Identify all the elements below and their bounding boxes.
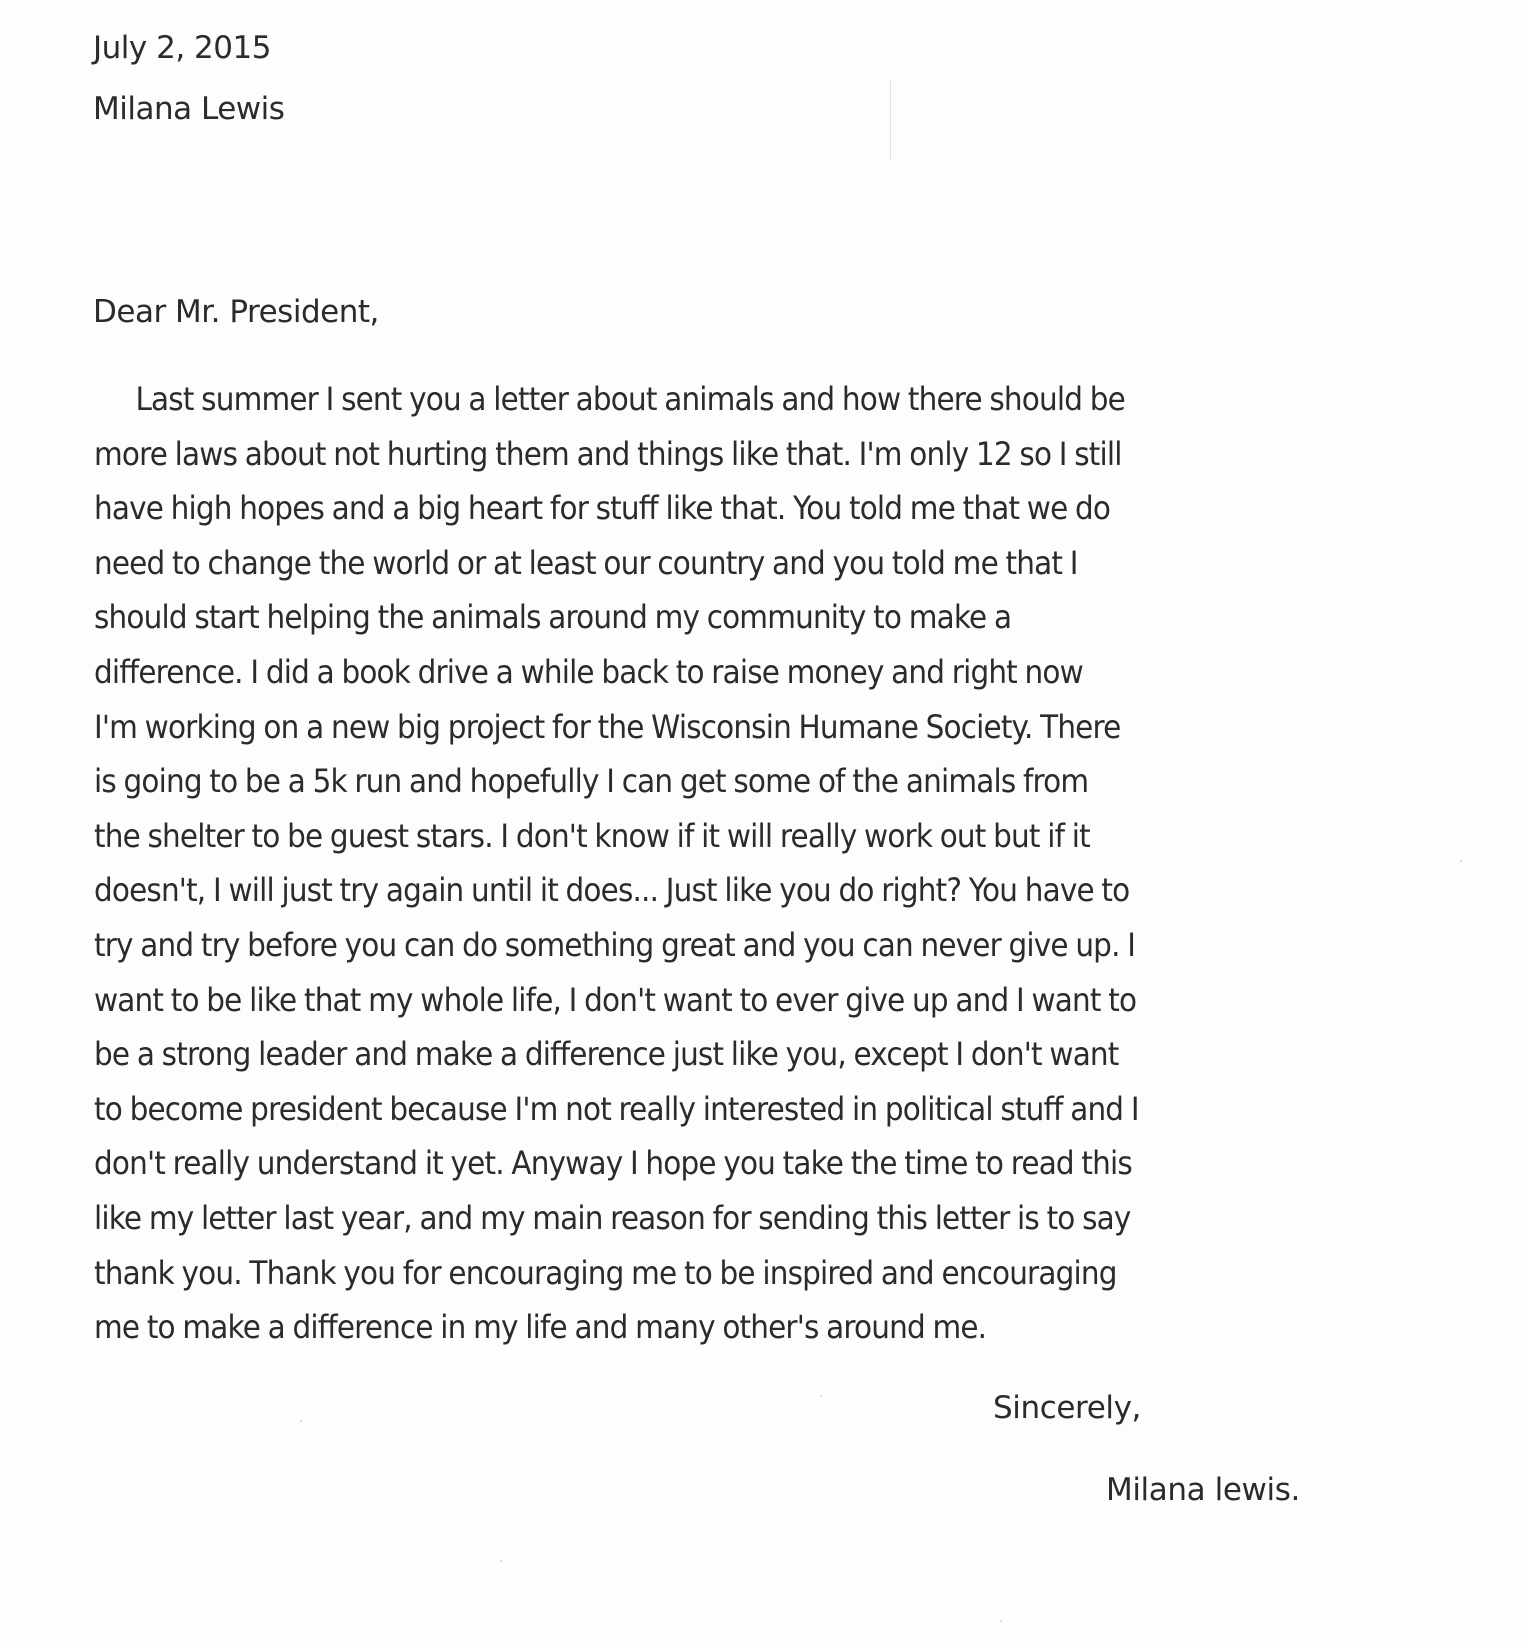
body-line: me to make a difference in my life and many other's around me. [94, 1308, 987, 1347]
body-line: to become president because I'm not really interested in political stuff and I [94, 1089, 1139, 1128]
body-line: have high hopes and a big heart for stuff like that. You told me that we do [94, 489, 1111, 528]
body-line: I'm working on a new big project for the Wisconsin Humane Society. There [94, 707, 1121, 746]
body-line: like my letter last year, and my main reason for sending this letter is to say [94, 1198, 1131, 1237]
signature: Milana lewis. [1106, 1472, 1300, 1508]
body-line: the shelter to be guest stars. I don't know if it will really work out but if it [94, 816, 1090, 855]
letter-date: July 2, 2015 [93, 30, 271, 66]
scan-speck [300, 1420, 302, 1422]
body-line: thank you. Thank you for encouraging me to be inspired and encouraging [94, 1253, 1117, 1292]
scan-speck [1460, 860, 1462, 862]
body-line: want to be like that my whole life, I don't want to ever give up and I want to [94, 980, 1137, 1019]
salutation: Dear Mr. President, [93, 294, 379, 330]
letter-body [94, 372, 1494, 1355]
scan-speck [1000, 1620, 1002, 1622]
body-line: be a strong leader and make a difference just like you, except I don't want [94, 1035, 1119, 1074]
body-line: don't really understand it yet. Anyway I hope you take the time to read this [94, 1144, 1132, 1183]
body-line: doesn't, I will just try again until it does... Just like you do right? You have to [94, 871, 1130, 910]
body-line: need to change the world or at least our country and you told me that I [94, 543, 1078, 582]
body-line: is going to be a 5k run and hopefully I can get some of the animals from [94, 762, 1089, 801]
body-line: difference. I did a book drive a while back to raise money and right now [94, 652, 1083, 691]
scan-speck [500, 1560, 502, 1562]
body-line: more laws about not hurting them and things like that. I'm only 12 so I still [94, 434, 1122, 473]
body-line: try and try before you can do something great and you can never give up. I [94, 925, 1136, 964]
paper-fold-mark [890, 80, 891, 160]
sender-name: Milana Lewis [93, 91, 285, 127]
body-line: should start helping the animals around my community to make a [94, 598, 1012, 637]
scan-speck [820, 1395, 822, 1397]
body-line: Last summer I sent you a letter about animals and how there should be [135, 380, 1125, 418]
closing: Sincerely, [993, 1390, 1142, 1426]
